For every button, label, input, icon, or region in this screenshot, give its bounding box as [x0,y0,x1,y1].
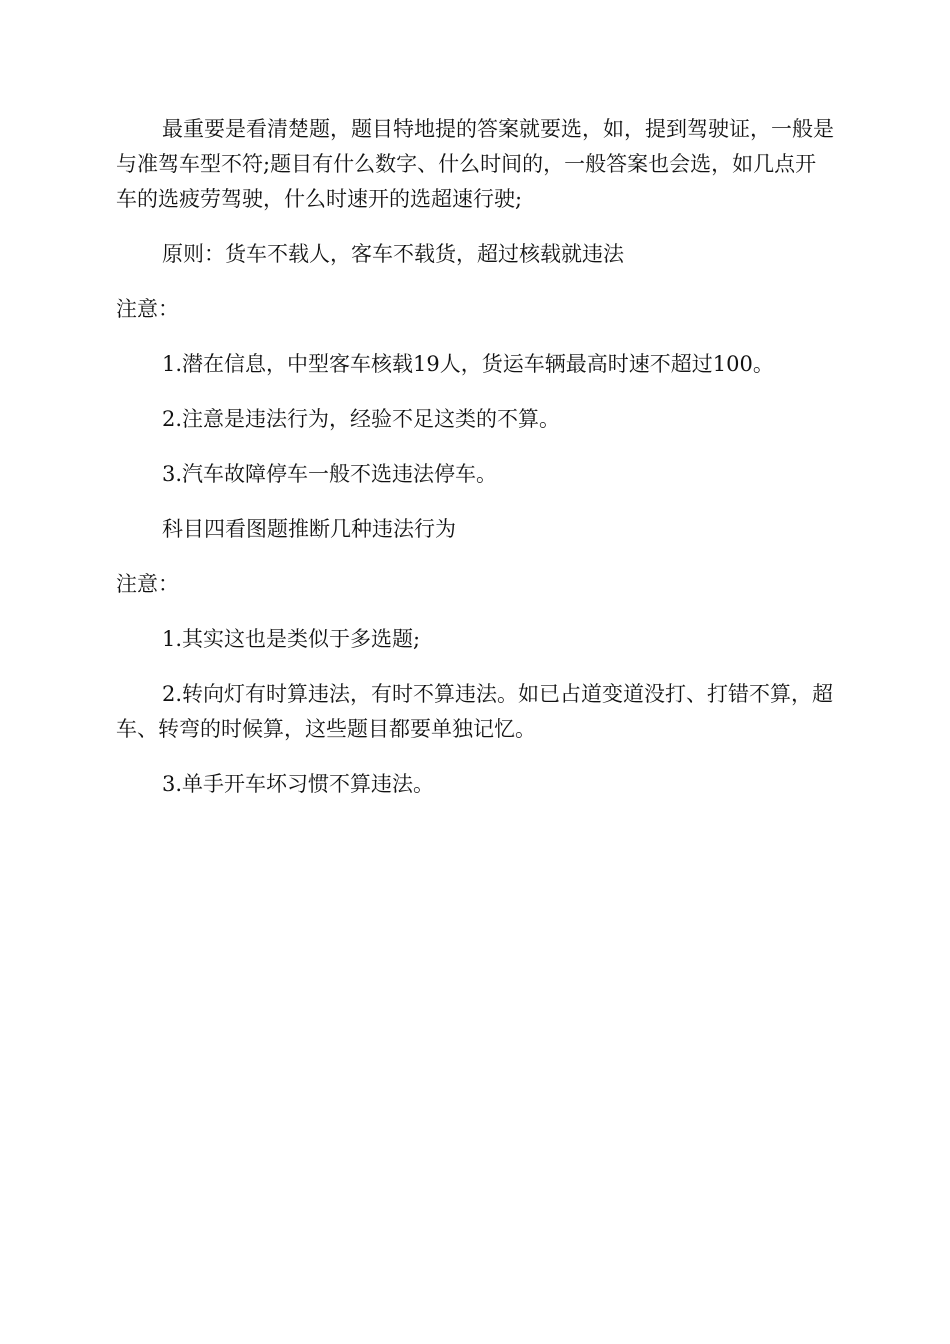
section-title-subject-four: 科目四看图题推断几种违法行为 [162,517,456,541]
list-item-2-3: 3.单手开车坏习惯不算违法。 [162,772,435,796]
list-item-1-1: 1.潜在信息，中型客车核载19人，货运车辆最高时速不超过100。 [162,352,774,376]
paragraph-exam-tips: 最重要是看清楚题，题目特地提的答案就要选，如，提到驾驶证，一般是与准驾车型不符;题目有什么数字、什么时间的，一般答案也会选，如几点开车的选疲劳驾驶，什么时速开的选超速行驶; [116,117,834,211]
document-body [116,112,836,802]
heading-note-2: 注意： [116,572,179,596]
list-item-1-2: 2.注意是违法行为，经验不足这类的不算。 [162,407,561,431]
list-item-2-1: 1.其实这也是类似于多选题; [162,627,421,651]
list-item-1-3: 3.汽车故障停车一般不选违法停车。 [162,462,498,486]
paragraph-principle: 原则：货车不载人，客车不载货，超过核载就违法 [162,242,624,266]
heading-note-1: 注意： [116,297,179,321]
list-item-2-2: 2.转向灯有时算违法，有时不算违法。如已占道变道没打、打错不算，超车、转弯的时候算，这些题目都要单独记忆。 [116,682,834,741]
